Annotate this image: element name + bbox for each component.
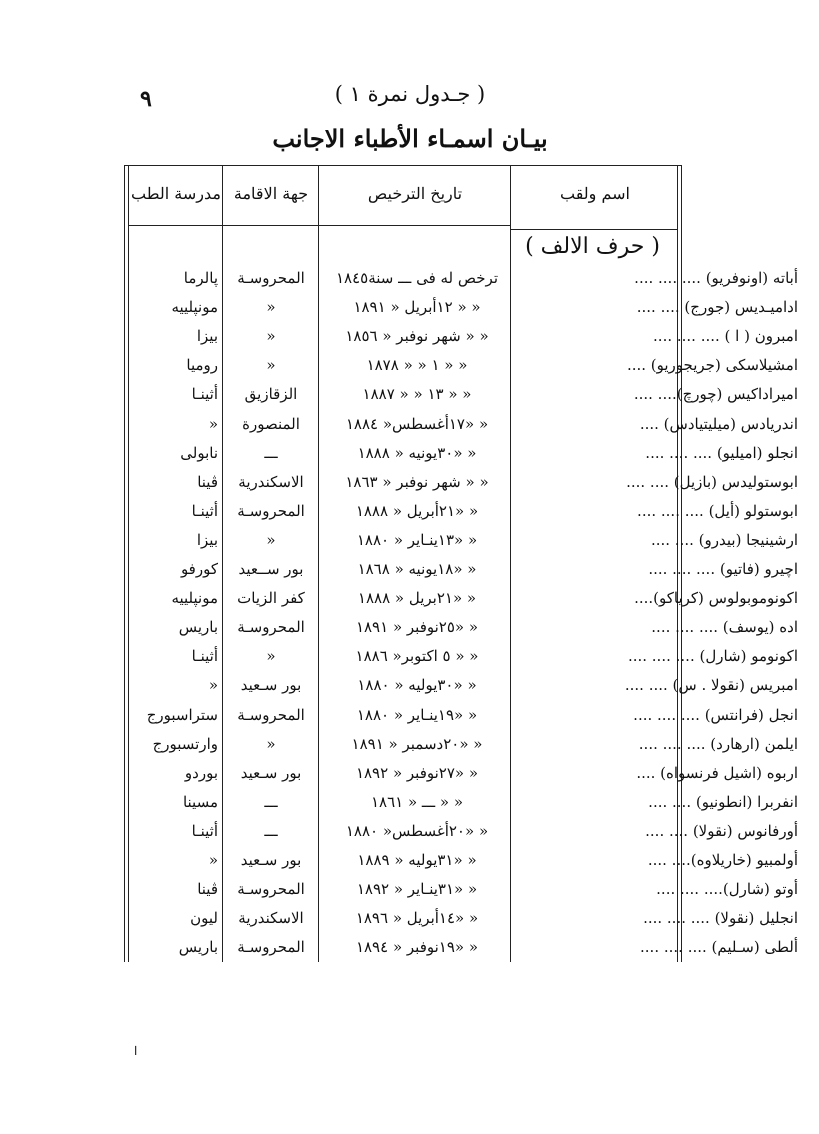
row-residence: « [266,298,276,317]
row-school: « [208,676,218,695]
row-name: أوتو (شارل).... .... .... [656,880,798,899]
row-residence: الاسكندرية [238,472,304,491]
table-row [124,468,798,496]
page-number: ٩ [140,86,152,112]
row-residence: بور سـعيد [240,763,302,782]
row-school: ڤينا [197,472,218,491]
table-row [124,322,798,350]
row-name: أباته (اونوفريو) .... .... .... [634,269,798,287]
row-school: كورفو [180,560,218,578]
row-residence: كفر الزيات [237,589,305,608]
footer-mark: ا [134,1044,138,1058]
row-license-date: ترخص له فى ـــ سنة١٨٤٥ [335,269,498,287]
row-name: أورفانوس (نقولا) .... .... [645,821,798,840]
table-row [124,671,798,699]
row-name: اچيرو (فاتيو) .... .... .... [648,560,798,578]
row-school: باريس [178,938,218,957]
row-school: « [208,851,218,869]
row-school: « [208,414,218,433]
row-name: امشيلاسكى (جريجوريو) .... [626,356,798,375]
row-license-date: « «١٣ينـاير « ١٨٨٠ [356,530,478,549]
row-name: ايلمن (ارهارد) .... .... .... [638,734,798,753]
row-school: أثينـا [191,501,218,520]
table-row [124,497,798,525]
row-school: بيزا [196,530,218,549]
row-residence: ـــ [264,821,278,840]
row-license-date: « « ـــ « ١٨٦١ [370,792,464,811]
row-license-date: « «٢٥نوفبر « ١٨٩١ [355,618,479,637]
row-residence: المحروسـة [237,269,305,287]
row-license-date: « « ١٣ « « ١٨٨٧ [362,385,472,404]
row-name: أولمبيو (خاريلاوه).... .... [647,851,798,869]
row-school: ليون [190,909,218,928]
row-name: انجل (فرانتس) .... .... .... [633,705,798,724]
table-row [124,875,798,903]
row-school: بوردو [184,763,218,782]
row-license-date: « « ١ « « ١٨٧٨ [366,356,468,375]
table-row [124,730,798,758]
row-license-date: « «٣٠يونيه « ١٨٨٨ [357,443,477,462]
row-name: اداميـديس (جورج) .... .... [636,298,798,317]
row-school: بيزا [196,327,218,346]
row-school: باريس [178,618,218,637]
row-license-date: « « شهر نوفبر « ١٨٥٦ [345,327,489,346]
table-row [124,439,798,467]
row-license-date: « « ٥ اكتوبر« ١٨٨٦ [355,647,479,666]
table-row [124,817,798,845]
row-name: امبريس (نقولا . س) .... .... [624,676,798,695]
row-license-date: « «٢٧نوفبر « ١٨٩٢ [355,763,479,782]
row-residence: بور ســعيد [238,560,304,578]
row-name: اكونوموبولوس (كرياكو).... [634,589,798,608]
row-school: پالرما [183,269,218,287]
row-school: أثينـا [191,647,218,666]
table-row [124,701,798,729]
row-name: اكونومو (شارل) .... .... .... [627,647,798,666]
column-header-license-date: تاريخ الترخيص [367,184,463,203]
column-header-school: مدرسة الطب [131,184,221,203]
row-license-date: « «١٤أبريل « ١٨٩٦ [355,909,479,928]
row-residence: المحروسـة [237,938,305,957]
row-name: انفربرا (انطونيو) .... .... [648,792,798,811]
header-rule [222,225,318,226]
row-school: مونپلييه [171,298,218,317]
row-name: ارشينيجا (بيدرو) .... .... [650,530,798,549]
row-residence: المنصورة [242,414,300,433]
table-row [124,904,798,932]
row-residence: « [266,356,276,375]
row-name: انجليل (نقولا) .... .... .... [643,909,798,928]
table-row [124,933,798,961]
row-residence: ـــ [264,443,278,462]
row-school: ستراسبورج [146,705,218,724]
table-row [124,526,798,554]
row-residence: بور سـعيد [240,676,302,695]
row-school: ڤينا [197,880,218,899]
row-name: اميراداكيس (چورچ).... .... [633,385,798,404]
row-license-date: « «٣٠يوليه « ١٨٨٠ [357,676,477,695]
row-school: أثينـا [191,385,218,404]
row-residence: الزقازيق [244,385,298,404]
row-license-date: « «٢٠أغسطس« ١٨٨٠ [345,821,489,840]
row-license-date: « «٢٠دسمبر « ١٨٩١ [351,734,483,753]
table-reference: ( جـدول نمرة ١ ) [334,82,486,106]
table-row [124,584,798,612]
table-row [124,264,798,292]
row-residence: « [266,530,276,549]
row-school: أثينـا [191,821,218,840]
row-license-date: « «٢١بريل « ١٨٨٨ [357,589,477,608]
row-residence: المحروسـة [237,705,305,724]
header-rule [318,225,510,226]
row-license-date: « «٣١ينـاير « ١٨٩٢ [356,880,478,899]
row-residence: « [266,647,276,666]
row-school: نابولى [180,443,218,462]
page-title: بيـان اسمـاء الأطباء الاجانب [272,124,548,153]
row-name: ابوستوليدس (بازيل) .... .... [626,472,798,491]
column-header-name: اسم ولقب [560,184,630,203]
row-school: مونپلييه [171,589,218,608]
table-row [124,759,798,787]
row-name: ابوستولو (أيل) .... .... .... [637,501,798,520]
row-license-date: « « ١٢أبريل « ١٨٩١ [353,298,481,317]
table-row [124,293,798,321]
row-residence: المحروسـة [237,618,305,637]
row-residence: المحروسـة [237,501,305,520]
table-row [124,846,798,874]
row-name: ألطى (سـليم) .... .... .... [640,938,798,957]
table-row [124,410,798,438]
row-residence: المحروسـة [237,880,305,899]
table-row [124,788,798,816]
row-residence: « [266,734,276,753]
table-row [124,642,798,670]
row-license-date: « «١٩ينـاير « ١٨٨٠ [356,705,478,724]
row-school: مسينا [182,792,218,811]
table-row [124,380,798,408]
row-license-date: « «٢١أبريل « ١٨٨٨ [355,501,479,520]
row-name: امبرون ( ا ) .... .... .... [653,327,798,346]
section-heading: ( حرف الالف ) [525,234,660,259]
row-residence: ـــ [264,792,278,811]
header-rule [510,229,677,230]
table-row [124,555,798,583]
table-row [124,351,798,379]
row-license-date: « «٣١يوليه « ١٨٨٩ [357,851,477,869]
table-row [124,613,798,641]
column-header-residence: جهة الاقامة [233,184,309,203]
row-residence: « [266,327,276,346]
header-rule [128,225,222,226]
row-name: اندريادس (ميليتيادس) .... [639,414,798,433]
row-school: روميا [186,356,218,375]
row-license-date: « «١٩نوفبر « ١٨٩٤ [355,938,479,957]
row-license-date: « «١٧أغسطس« ١٨٨٤ [345,414,489,433]
row-residence: الاسكندرية [238,909,304,928]
row-license-date: « « شهر نوفبر « ١٨٦٣ [345,472,489,491]
row-name: اربوه (اشيل فرنسواه) .... [636,763,798,782]
row-license-date: « «١٨يونيه « ١٨٦٨ [357,560,477,578]
row-school: وارتسبورج [152,734,218,753]
row-name: انجلو (اميليو) .... .... .... [645,443,798,462]
row-name: اده (يوسف) .... .... .... [651,618,798,637]
row-residence: بور سـعيد [240,851,302,869]
